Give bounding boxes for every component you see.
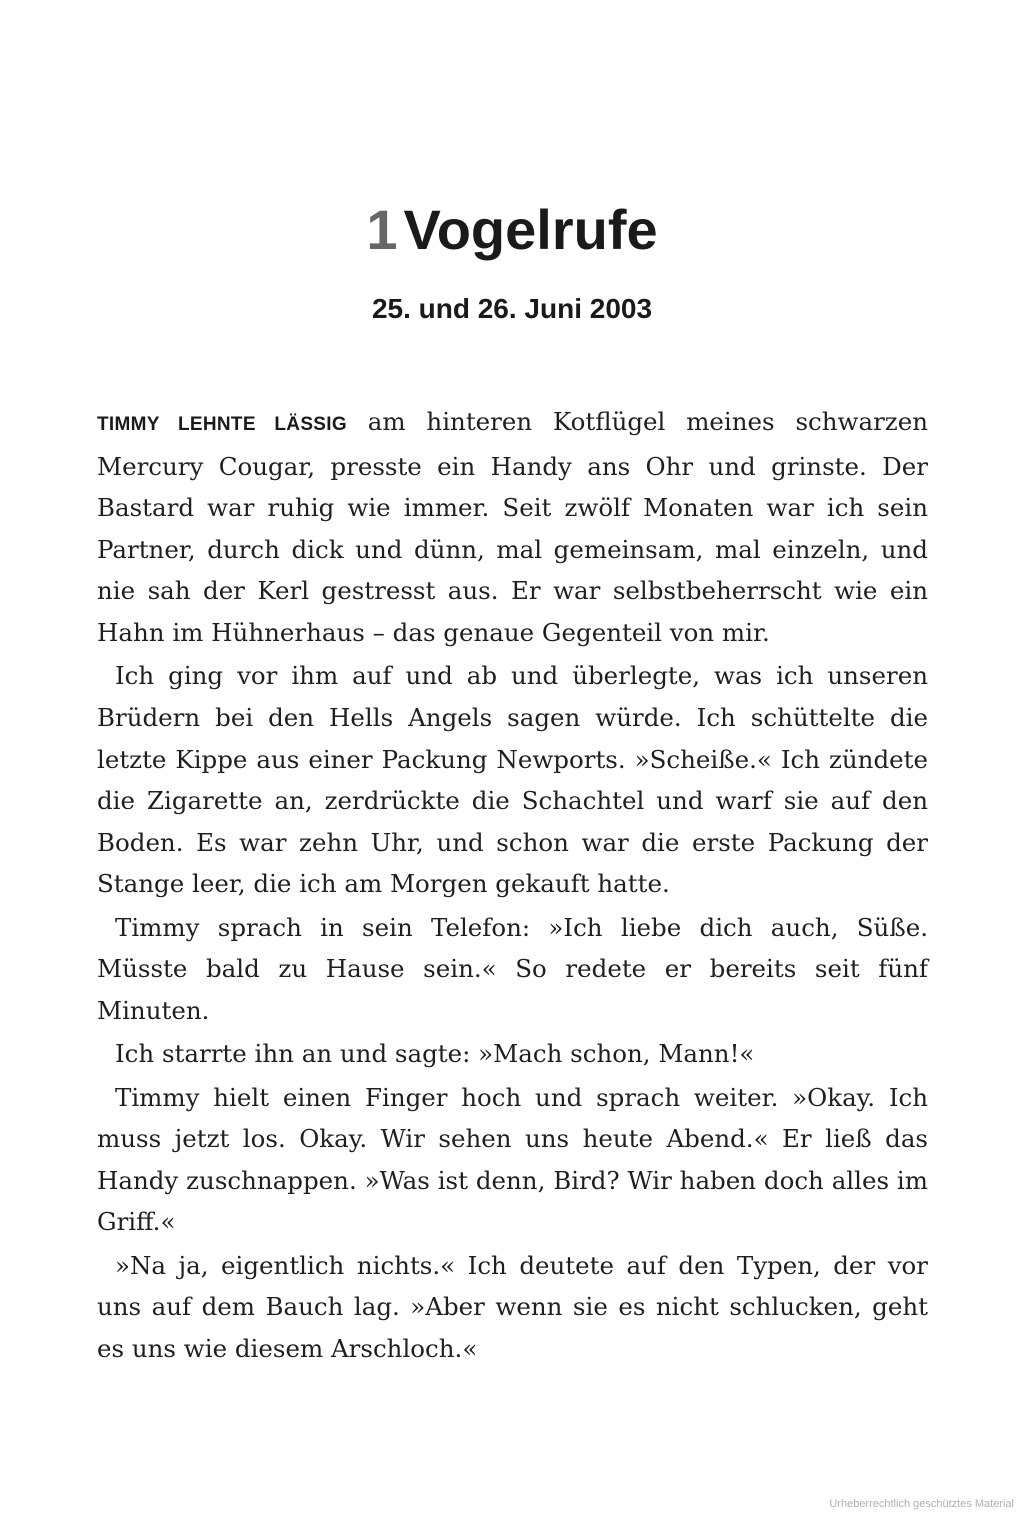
paragraph-5: Timmy hielt einen Finger hoch und sprach weiter. »Okay. Ich muss jetzt los. Okay. Wir sehen uns heute Abend.« Er ließ das Handy zuschnappen. »Was ist denn, Bird? Wir haben doch alles im Griff.« bbox=[97, 1082, 928, 1237]
copyright-watermark: Urheberrechtlich geschütztes Material bbox=[829, 1498, 1014, 1510]
chapter-title: Vogelrufe bbox=[403, 198, 658, 261]
chapter-number: 1 bbox=[366, 198, 398, 261]
paragraph-1 bbox=[97, 401, 928, 654]
paragraph-2: Ich ging vor ihm auf und ab und überlegte, was ich unseren Brüdern bei den Hells Angels sagen würde. Ich schüttelte die letzte Kippe aus einer Packung Newports. »Scheiße.« Ich zündete die Zigarette an, zerdrückte die Schachtel und warf sie auf den Boden. Es war zehn Uhr, und schon war die erste Packung der Stange leer, die ich am Morgen gekauft hatte. bbox=[97, 661, 928, 899]
paragraph-3: Timmy sprach in sein Telefon: »Ich liebe dich auch, Süße. Müsste bald zu Hause sein.« So redete er bereits seit fünf Minuten. bbox=[97, 912, 928, 1025]
chapter-date: 25. und 26. Juni 2003 bbox=[371, 293, 653, 324]
chapter-heading bbox=[0, 192, 1024, 268]
paragraph-6: »Na ja, eigentlich nichts.« Ich deutete auf den Typen, der vor uns auf dem Bauch lag. »Aber wenn sie es nicht schlucken, geht es uns wie diesem Arschloch.« bbox=[97, 1250, 928, 1364]
paragraph-4: Ich starrte ihn an und sagte: »Mach schon, Mann!« bbox=[115, 1039, 755, 1069]
lead-in-caps: TIMMY LEHNTE LÄSSIG bbox=[97, 414, 347, 435]
paragraph-text: am hinteren Kotflügel meines schwarzen Mercury Cougar, presste ein Handy ans Ohr und grinste. Der Bastard war ruhig wie immer. Seit zwölf Monaten war ich sein Partner, durch dick und dünn, mal gemeinsam, mal einzeln, und nie sah der Kerl gestresst aus. Er war selbstbeherrscht wie ein Hahn im Hühnerhaus – das genaue Gegenteil von mir. bbox=[97, 407, 928, 647]
chapter-body bbox=[97, 401, 928, 1371]
